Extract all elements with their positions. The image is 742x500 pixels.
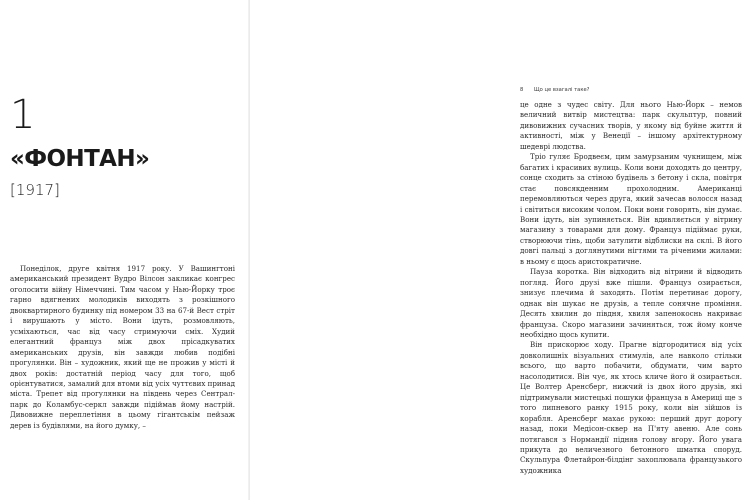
paragraph: це одне з чудес світу. Для нього Нью-Йорк – немов величний витвір мистецтва: парк скульптур, повний дивовижних сучасних творів, у якому від буйне життя й активності, між у Венеції – іншому архітектурному шедеврі людства.: [520, 100, 742, 151]
page-number: 8: [520, 87, 524, 93]
right-body-text: [520, 100, 742, 476]
paragraph: Тріо гуляє Бродвеєм, цим замурзаним чукнищем, між багатих і красивих вулиць. Коли вони доходять до центру, сонце сходить за стіною будівель з бетону і скла, повітря стає повсякденним прохолодним. Американці перемовляються через друга, який зачесав волосся назад і світиться високим чолом. Поки вони говорять, він думає. Вони ідуть, він зупиняється. Він вдивляється у вітрину магазину з товарами для дому. Француз підіймає руки, створюючи тінь, щоби затулити відблиски на склі. В його довгі пальці з доглянутими нігтями та річеними жилами: в ньому є щось аристократичне.: [520, 152, 742, 266]
paragraph: Понеділок, друге квітня 1917 року. У Вашингтоні американський президент Вудро Вілсон закликає конгрес оголосити війну Німеччині. Тим часом у Нью-Йорку троє гарно вдягнених молодиків виходять з розкішного двоквартирного будинку під номером 33 на 67-й Вест стріт і вирушають у місто. Вони ідуть, розмовляють, усміхаються, час від часу стримуючи сміх. Худий елегантний француз між двох прісадкуватих американських друзів, він завжди любив подібні прогулянки. Він – художник, який ще не прожив у місті й двох років: достатній період часу для того, щоб орієнтуватися, замалий для втоми від усіх чуттєвих принад міста. Трепет від прогулянки на південь через Сентрал-парк до Коламбус-серкл завжди підіймав йому настрій. Дивовижне переплетіння в цьому гігантськім пейзаж дерев із будівлями, на його думку, –: [10, 264, 235, 430]
chapter-number: 1: [10, 92, 35, 138]
chapter-year: [1917]: [10, 181, 60, 199]
running-head-title: Що це взагалі таке?: [533, 87, 590, 93]
left-page: [0, 0, 250, 500]
left-body-text: [10, 264, 235, 431]
running-head: [520, 87, 589, 93]
right-page: [250, 0, 742, 500]
chapter-title: «ФОНТАН»: [10, 146, 150, 172]
paragraph: Він прискорює ходу. Прагне відгородитися від усіх довколишніх візуальних стимулів, але навколо стільки всього, що варто побачити, обдумати, чим варто насолодитися. Він чує, як хтось кличе його й озирається. Це Волтер Аренсберг, нижчий із двох його друзів, які підтримували мистецькі пошуки француза в Америці ще з того липневого ранку 1915 року, коли він зійшов із корабля. Аренсберг махає рукою: перший друг дорогу назад, поки Медісон-сквер на П'яту авеню. Але сонь потягався з Нормандії підняв голову вгору. Його увага прикута до величезного бетонного шматка споруд. Скульпура Флетайрон-білдінг захоплювала французького художника: [520, 340, 742, 475]
paragraph: Пауза коротка. Він відходить від вітрини й відводить погляд. Його друзі вже пішли. Француз озирається, знизує плечима й заходять. Потім перетинає дорогу, однак він шукає не друзів, а тепле сонячне проміння. Десять хвилин до півдня, хвиля запенокоснь накриває француза. Скоро магазини зачиняться, тож йому конче необхідно щось купити.: [520, 267, 742, 339]
